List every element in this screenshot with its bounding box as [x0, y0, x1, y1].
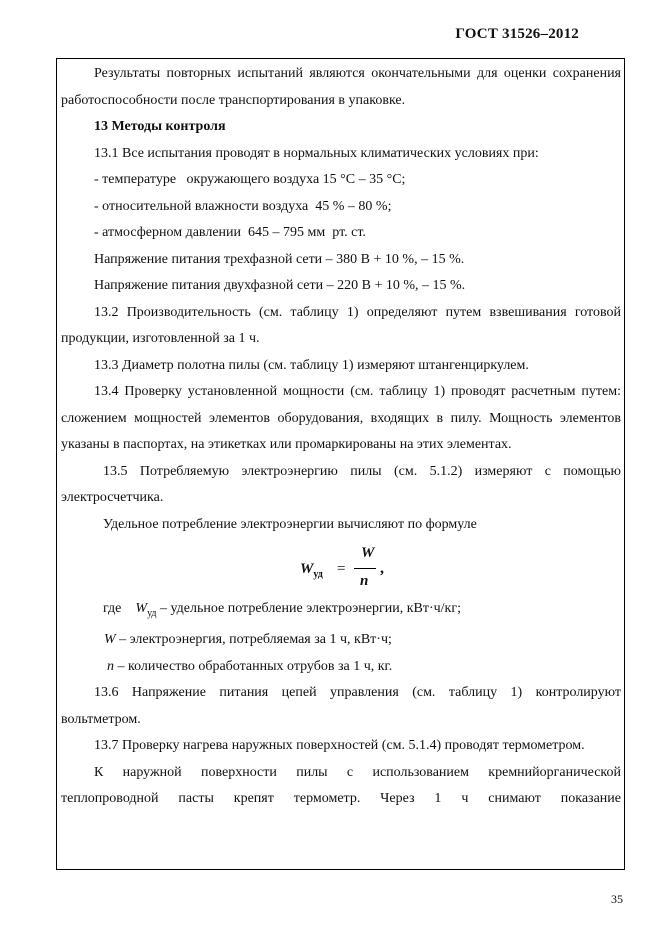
two-phase-voltage: Напряжение питания двухфазной сети – 220 В + 10 %, – 15 %. [94, 278, 466, 293]
definition-where: где [103, 601, 122, 616]
formula-denominator: n [360, 573, 369, 589]
definition-n [61, 654, 621, 681]
formula-lhs-subscript: уд [313, 569, 323, 580]
definition-symbol: n [107, 658, 114, 674]
three-phase-voltage: Напряжение питания трехфазной сети – 380 В + 10 %, – 15 %. [94, 251, 465, 267]
paragraph-13-7: 13.7 Проверку нагрева наружных поверхностей (см. 5.1.4) проводят термометром. [94, 738, 585, 754]
formula-intro: Удельное потребление электроэнергии вычисляют по формуле [103, 516, 477, 532]
formula [61, 538, 621, 596]
formula-lhs [300, 556, 323, 589]
paragraph-repeat-tests: Результаты повторных испытаний являются окончательными для оценки сохранения работоспособности после транспортирования в упаковке. [61, 66, 621, 108]
section-heading: 13 Методы контроля [94, 119, 226, 134]
paragraph-13-6: 13.6 Напряжение питания цепей управления (см. таблицу 1) контролируют вольтметром. [61, 685, 621, 727]
condition-temperature: - температуре окружающего воздуха 15 °С – 35 °С; [94, 172, 406, 187]
paragraph-13-4: 13.4 Проверку установленной мощности (см. таблицу 1) проводят расчетным путем: сложением мощностей элементов оборудования, входящих в пилу. Мощность элементов указаны в паспортах, на этикетках или промаркированы на этих элементах. [61, 384, 621, 452]
formula-lhs-symbol: W [300, 561, 314, 577]
document-body [61, 61, 621, 813]
definition-text: – количество обработанных отрубов за 1 ч, кг. [114, 658, 393, 674]
definition-subscript: уд [147, 607, 157, 619]
paragraph-13-2: 13.2 Производительность (см. таблицу 1) определяют путем взвешивания готовой продукции, изготовленной за 1 ч. [61, 304, 621, 346]
formula-comma: , [380, 560, 384, 577]
condition-humidity: - относительной влажности воздуха 45 % – 80 %; [94, 198, 392, 214]
definition-text: – электроэнергия, потребляемая за 1 ч, кВт·ч; [115, 632, 392, 648]
paragraph-13-1: 13.1 Все испытания проводят в нормальных климатических условиях при: [94, 145, 539, 161]
condition-pressure: - атмосферном давлении 645 – 795 мм рт. ст. [94, 225, 366, 240]
page-number: 35 [611, 892, 623, 906]
definition-w [61, 627, 621, 654]
definition-symbol: W [104, 632, 116, 648]
paragraph-13-5: 13.5 Потребляемую электроэнергию пилы (см. 5.1.2) измеряют с помощью электросчетчика. [61, 463, 621, 505]
paragraph-thermometer: К наружной поверхности пилы с использованием кремнийорганической теплопроводной пасты крепят термометр. Через 1 ч снимают показание [61, 764, 621, 807]
definition-w-ud [61, 596, 621, 627]
definition-symbol: W [135, 601, 148, 616]
formula-equals: = [337, 561, 346, 577]
paragraph-13-3: 13.3 Диаметр полотна пилы (см. таблицу 1) измеряют штангенциркулем. [94, 357, 529, 373]
document-header: ГОСТ 31526–2012 [455, 26, 579, 42]
formula-numerator: W [361, 545, 375, 561]
definition-text: – удельное потребление электроэнергии, кВт·ч/кг; [156, 601, 461, 616]
